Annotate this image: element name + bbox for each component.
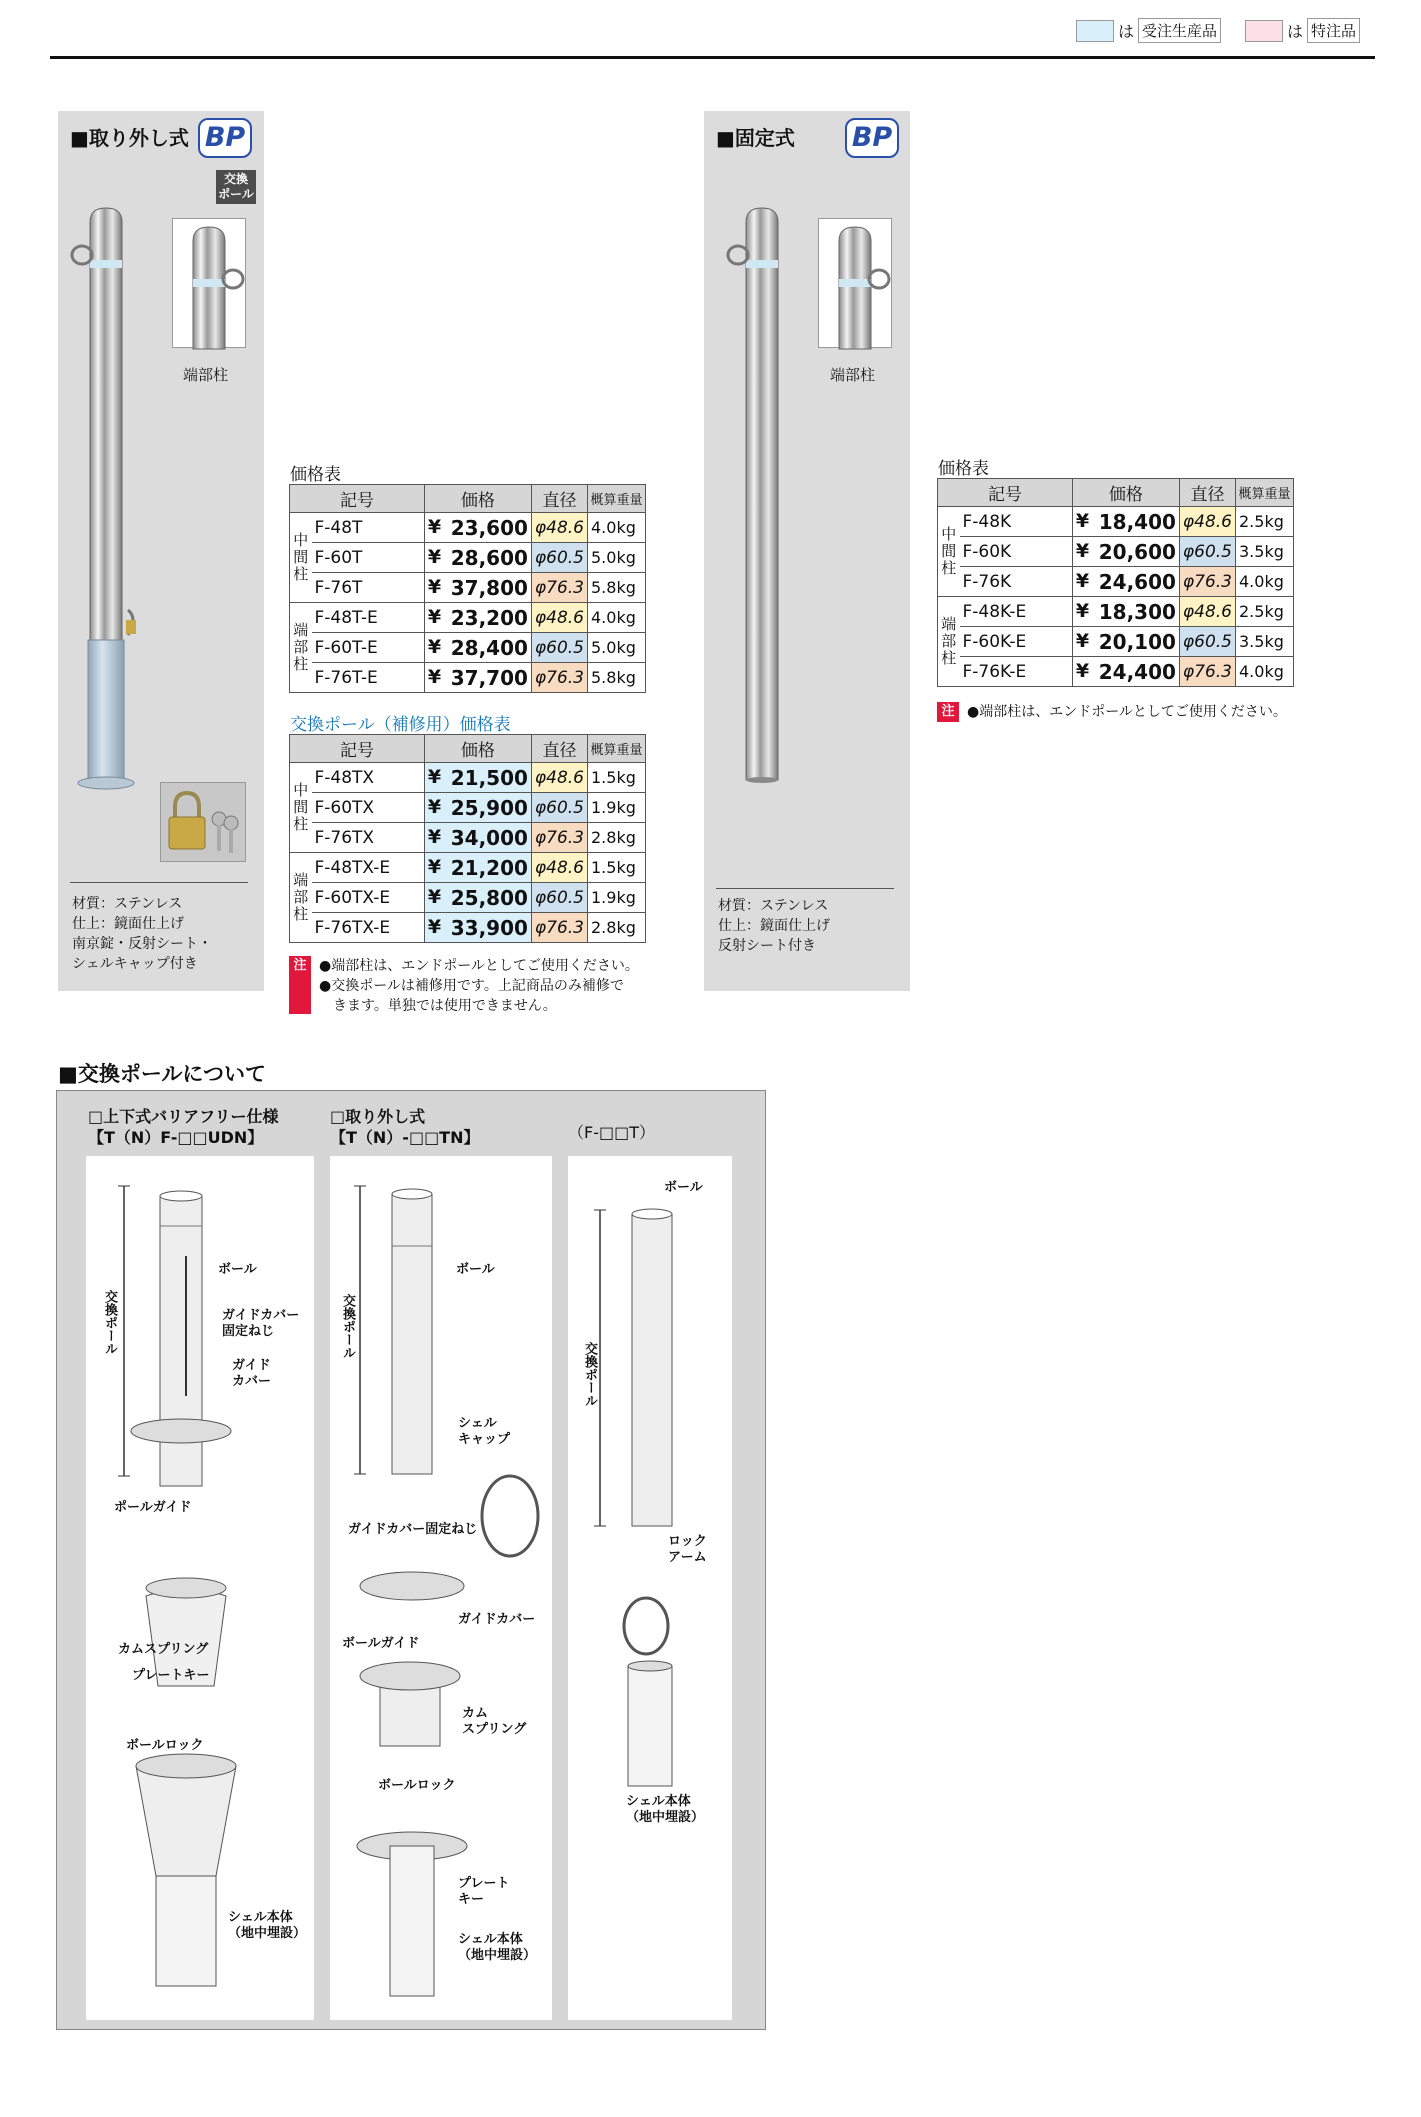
row-code: F-76K-E (960, 657, 1073, 687)
col3-exploded-diagram (568, 1156, 732, 2020)
price-table-2 (289, 734, 646, 943)
row-weight: 4.0kg (1236, 567, 1294, 597)
end-post-illustration (819, 219, 893, 349)
col2-vertical-label: 交換ポール (340, 1294, 355, 1359)
row-diameter: φ48.6 (531, 603, 587, 633)
note-line: きます。単独では使用できません。 (319, 998, 557, 1014)
group-middle: 中 間 柱 (938, 507, 960, 597)
row-code: F-76T-E (312, 663, 425, 693)
note-line: ●端部柱は、エンドポールとしてご使用ください。 (967, 704, 1287, 720)
fixed-specs (718, 896, 830, 956)
exchange-pole-badge (216, 170, 256, 204)
label-guide-cover: ガイドカバー (458, 1612, 536, 1627)
table-row (938, 597, 1294, 627)
spec-divider (716, 888, 894, 889)
label-pole-lock: ボールロック (378, 1778, 456, 1793)
col-price: 価格 (424, 485, 531, 513)
row-price: ¥ 28,400 (424, 633, 531, 663)
label-pole: ボール (218, 1262, 257, 1277)
row-diameter: φ60.5 (531, 793, 587, 823)
spec-divider (70, 882, 248, 883)
padlock-photo (160, 782, 246, 862)
row-code: F-60K (960, 537, 1073, 567)
table-row (290, 823, 646, 853)
table-row (290, 633, 646, 663)
label-shell-cap: シェル キャップ (458, 1416, 511, 1447)
row-weight: 5.0kg (588, 543, 646, 573)
label-plate-key: プレートキー (132, 1668, 210, 1683)
row-code: F-60T-E (312, 633, 425, 663)
col-code: 記号 (938, 479, 1073, 507)
price-table-1 (289, 484, 646, 693)
notes-2 (937, 702, 1287, 722)
row-diameter: φ76.3 (531, 573, 587, 603)
table-row (290, 853, 646, 883)
table-row (938, 537, 1294, 567)
end-post-thumbnail (818, 218, 892, 348)
table-row (290, 763, 646, 793)
row-weight: 3.5kg (1236, 537, 1294, 567)
row-price: ¥ 21,200 (424, 853, 531, 883)
table-row (938, 507, 1294, 537)
row-code: F-76TX-E (312, 913, 425, 943)
row-code: F-48TX-E (312, 853, 425, 883)
row-code: F-48T (312, 513, 425, 543)
label-shell: シェル本体 （地中埋設） (458, 1932, 537, 1963)
row-weight: 5.0kg (588, 633, 646, 663)
label-pole-guide: ポールガイド (114, 1500, 192, 1515)
row-diameter: φ76.3 (1179, 567, 1235, 597)
row-code: F-60TX-E (312, 883, 425, 913)
col3-header: （F-□□T） (568, 1123, 655, 1142)
label-lock-arm: ロック アーム (668, 1534, 707, 1565)
end-post-illustration (173, 219, 247, 349)
table-row (938, 657, 1294, 687)
row-code: F-48TX (312, 763, 425, 793)
label-pole: ボール (456, 1262, 495, 1277)
row-diameter: φ76.3 (531, 913, 587, 943)
label-shell: シェル本体 （地中埋設） (626, 1794, 705, 1825)
col-price: 価格 (1072, 479, 1179, 507)
spec-line: 材質：ステンレス (72, 896, 183, 912)
table-row (290, 513, 646, 543)
row-diameter: φ48.6 (1179, 597, 1235, 627)
row-price: ¥ 23,600 (424, 513, 531, 543)
col-weight: 概算重量 (588, 735, 646, 763)
row-weight: 4.0kg (588, 513, 646, 543)
col1-vertical-label: 交換ポール (102, 1290, 117, 1355)
row-weight: 3.5kg (1236, 627, 1294, 657)
row-price: ¥ 25,800 (424, 883, 531, 913)
fixed-title: ■固定式 (716, 126, 795, 150)
col-diameter: 直径 (1179, 479, 1235, 507)
row-diameter: φ48.6 (1179, 507, 1235, 537)
row-price: ¥ 20,100 (1072, 627, 1179, 657)
table-row (290, 663, 646, 693)
note-badge: 注 (937, 702, 959, 722)
row-diameter: φ48.6 (531, 513, 587, 543)
end-post-caption: 端部柱 (830, 366, 876, 384)
table-row (290, 573, 646, 603)
made-to-order-label: 受注生産品 (1138, 18, 1221, 43)
row-price: ¥ 24,600 (1072, 567, 1179, 597)
col3-vertical-label: 交換ポール (582, 1342, 597, 1407)
removable-specs (72, 894, 212, 974)
row-price: ¥ 24,400 (1072, 657, 1179, 687)
legend-made-to-order (1076, 18, 1221, 43)
row-code: F-48T-E (312, 603, 425, 633)
col2-exploded-diagram (330, 1156, 552, 2020)
row-weight: 2.5kg (1236, 597, 1294, 627)
row-price: ¥ 20,600 (1072, 537, 1179, 567)
row-price: ¥ 28,600 (424, 543, 531, 573)
table-row (290, 793, 646, 823)
label-cam-spring: カムスプリング (118, 1642, 209, 1657)
row-weight: 4.0kg (588, 603, 646, 633)
row-price: ¥ 21,500 (424, 763, 531, 793)
special-label: 特注品 (1307, 18, 1360, 43)
bp-logo: BP (845, 118, 899, 158)
label-plate-key: プレート キー (458, 1876, 510, 1907)
spec-line: 仕上：鏡面仕上げ (72, 916, 184, 932)
row-weight: 1.5kg (588, 853, 646, 883)
row-weight: 1.9kg (588, 883, 646, 913)
row-weight: 5.8kg (588, 573, 646, 603)
row-price: ¥ 18,300 (1072, 597, 1179, 627)
row-diameter: φ60.5 (1179, 537, 1235, 567)
legend-particle: は (1118, 22, 1135, 41)
bp-logo: BP (198, 118, 252, 158)
row-weight: 1.5kg (588, 763, 646, 793)
spec-line: シェルキャップ付き (72, 956, 198, 972)
row-code: F-48K (960, 507, 1073, 537)
row-diameter: φ60.5 (1179, 627, 1235, 657)
special-swatch (1245, 20, 1283, 42)
label-guide-cover: ガイド カバー (232, 1358, 272, 1389)
price-table-2-title: 交換ポール（補修用）価格表 (290, 715, 511, 735)
col-code: 記号 (290, 735, 425, 763)
row-diameter: φ76.3 (531, 823, 587, 853)
row-weight: 2.8kg (588, 913, 646, 943)
col-weight: 概算重量 (1236, 479, 1294, 507)
removable-title: ■取り外し式 (70, 126, 189, 150)
row-code: F-76TX (312, 823, 425, 853)
legend-special (1245, 18, 1360, 43)
label-guide-cover-screw: ガイドカバー固定ねじ (348, 1522, 478, 1537)
row-diameter: φ76.3 (531, 663, 587, 693)
table-row (290, 603, 646, 633)
price-table-3 (937, 478, 1294, 687)
exchange-section-title: ■交換ポールについて (58, 1062, 267, 1086)
table-row (290, 543, 646, 573)
table-row (938, 627, 1294, 657)
col-diameter: 直径 (531, 485, 587, 513)
row-code: F-60TX (312, 793, 425, 823)
row-diameter: φ60.5 (531, 883, 587, 913)
group-middle: 中 間 柱 (290, 513, 312, 603)
row-diameter: φ48.6 (531, 763, 587, 793)
row-code: F-60T (312, 543, 425, 573)
legend-particle: は (1287, 22, 1304, 41)
note-badge: 注 (289, 956, 311, 1014)
group-end: 端 部 柱 (290, 603, 312, 693)
price-table-3-title: 価格表 (938, 459, 989, 479)
made-to-order-swatch (1076, 20, 1114, 42)
notes-1 (289, 956, 639, 1016)
col-code: 記号 (290, 485, 425, 513)
row-price: ¥ 34,000 (424, 823, 531, 853)
label-pole-guide: ボールガイド (342, 1636, 420, 1651)
row-weight: 2.5kg (1236, 507, 1294, 537)
padlock-icon (161, 783, 247, 863)
note-line: ●交換ポールは補修用です。上記商品のみ補修で (319, 978, 624, 994)
note-line: ●端部柱は、エンドポールとしてご使用ください。 (319, 958, 639, 974)
spec-line: 材質：ステンレス (718, 898, 829, 914)
row-price: ¥ 33,900 (424, 913, 531, 943)
row-weight: 2.8kg (588, 823, 646, 853)
row-weight: 4.0kg (1236, 657, 1294, 687)
label-pole: ボール (664, 1180, 703, 1195)
row-price: ¥ 23,200 (424, 603, 531, 633)
end-post-caption: 端部柱 (183, 366, 229, 384)
row-price: ¥ 25,900 (424, 793, 531, 823)
table-row (290, 913, 646, 943)
label-pole-lock: ボールロック (126, 1738, 204, 1753)
end-post-thumbnail (172, 218, 246, 348)
price-table-1-title: 価格表 (290, 465, 341, 485)
col1-exploded-diagram (86, 1156, 314, 2020)
row-price: ¥ 37,700 (424, 663, 531, 693)
row-weight: 5.8kg (588, 663, 646, 693)
group-middle: 中 間 柱 (290, 763, 312, 853)
badge-line: 交換 (223, 172, 248, 186)
label-shell: シェル本体 （地中埋設） (228, 1910, 307, 1941)
header-rule (50, 56, 1375, 59)
col-price: 価格 (424, 735, 531, 763)
row-code: F-60K-E (960, 627, 1073, 657)
table-row (938, 567, 1294, 597)
spec-line: 反射シート付き (718, 938, 816, 954)
row-weight: 1.9kg (588, 793, 646, 823)
group-end: 端 部 柱 (938, 597, 960, 687)
col-diameter: 直径 (531, 735, 587, 763)
row-code: F-76T (312, 573, 425, 603)
table-row (290, 883, 646, 913)
row-price: ¥ 37,800 (424, 573, 531, 603)
row-diameter: φ48.6 (531, 853, 587, 883)
label-cam-spring: カム スプリング (462, 1706, 527, 1737)
row-diameter: φ76.3 (1179, 657, 1235, 687)
col-weight: 概算重量 (588, 485, 646, 513)
row-price: ¥ 18,400 (1072, 507, 1179, 537)
badge-line: ポール (218, 187, 254, 201)
removable-bollard-illustration (70, 200, 180, 800)
row-code: F-76K (960, 567, 1073, 597)
spec-line: 仕上：鏡面仕上げ (718, 918, 830, 934)
label-guide-cover-screw: ガイドカバー 固定ねじ (222, 1308, 300, 1339)
col1-header: □上下式バリアフリー仕様 【T（N）F-□□UDN】 (88, 1107, 279, 1147)
row-diameter: φ60.5 (531, 633, 587, 663)
row-diameter: φ60.5 (531, 543, 587, 573)
group-end: 端 部 柱 (290, 853, 312, 943)
col2-header: □取り外し式 【T（N）-□□TN】 (330, 1107, 480, 1147)
spec-line: 南京錠・反射シート・ (72, 936, 212, 952)
row-code: F-48K-E (960, 597, 1073, 627)
